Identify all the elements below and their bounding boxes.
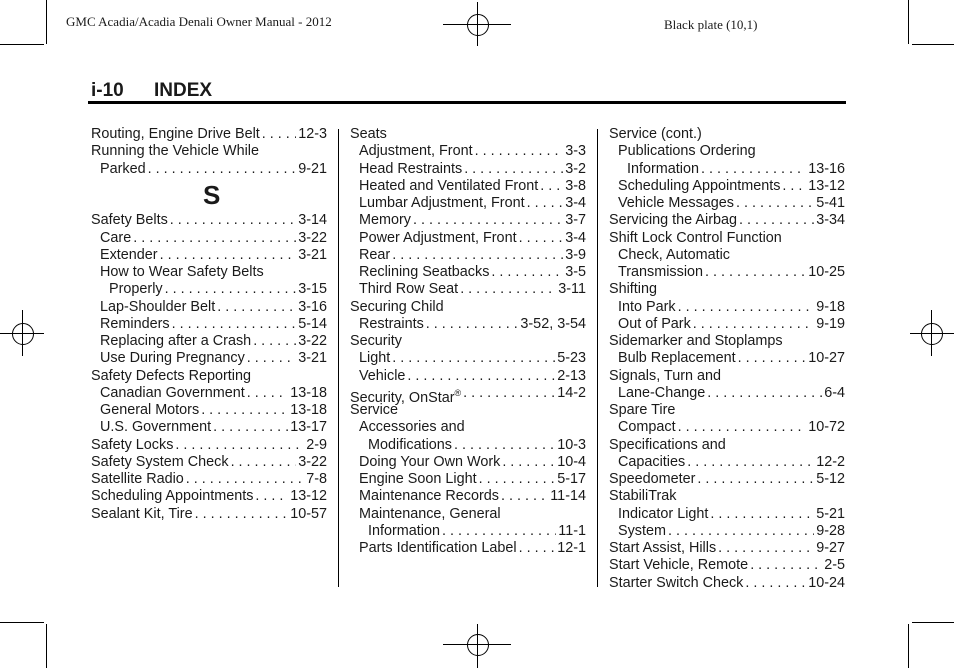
entry-page: 3-21	[298, 246, 327, 263]
index-entry	[91, 471, 327, 488]
index-entry	[609, 230, 845, 247]
index-entry	[350, 384, 586, 406]
dot-leader	[407, 368, 555, 385]
entry-term: Starter Switch Check	[609, 574, 744, 591]
entry-page: 10-27	[808, 350, 845, 367]
entry-term: Service	[350, 402, 398, 418]
registration-circle	[921, 323, 943, 345]
crop-mark	[0, 622, 44, 623]
dot-leader	[678, 299, 815, 316]
index-entry	[350, 281, 586, 298]
entry-term: Safety Defects Reporting	[91, 367, 251, 384]
index-entry	[91, 281, 327, 298]
dot-leader	[186, 471, 304, 488]
entry-page: 5-17	[557, 471, 586, 487]
entry-term: Indicator Light	[618, 505, 709, 522]
entry-page: 13-16	[808, 160, 845, 177]
dot-leader	[426, 316, 519, 333]
index-entry	[350, 161, 586, 178]
entry-term: Adjustment, Front	[359, 143, 473, 160]
entry-term: Security	[350, 333, 402, 349]
entry-term: Third Row Seat	[359, 281, 459, 298]
dot-leader	[201, 402, 288, 419]
entry-page: 3-22	[298, 229, 327, 246]
index-entry	[91, 454, 327, 471]
entry-page: 2-9	[306, 436, 327, 453]
entry-term: Lumbar Adjustment, Front	[359, 195, 525, 211]
dot-leader	[253, 333, 296, 350]
index-entry	[609, 506, 845, 523]
entry-term: Capacities	[618, 453, 686, 470]
entry-page: 12-3	[298, 126, 327, 142]
entry-term: Securing Child	[350, 298, 444, 315]
index-entry	[91, 419, 327, 436]
dot-leader	[701, 161, 806, 178]
crop-mark	[46, 624, 47, 668]
index-entry	[350, 454, 586, 471]
entry-term: Shift Lock Control Function	[609, 229, 782, 246]
dot-leader	[413, 212, 563, 229]
entry-term: Safety System Check	[91, 453, 229, 470]
manual-title: GMC Acadia/Acadia Denali Owner Manual - 2012	[66, 14, 332, 29]
index-entry	[609, 385, 845, 402]
index-entry	[91, 333, 327, 350]
dot-leader	[710, 506, 814, 523]
entry-term: Sealant Kit, Tire	[91, 505, 193, 522]
entry-page: 5-21	[816, 505, 845, 522]
dot-leader	[705, 264, 806, 281]
entry-term: Safety Locks	[91, 436, 174, 453]
dot-leader	[175, 437, 304, 454]
index-entry	[350, 471, 586, 488]
index-entry	[91, 247, 327, 264]
entry-page: 3-14	[298, 212, 327, 229]
entry-term: Start Assist, Hills	[609, 540, 717, 556]
entry-page: 10-25	[808, 264, 845, 280]
dot-leader	[479, 471, 556, 488]
index-entry	[609, 437, 845, 454]
entry-term: Speedometer	[609, 471, 696, 487]
index-entry	[609, 178, 845, 195]
dot-leader	[475, 143, 564, 160]
entry-term: Maintenance, General	[359, 505, 501, 522]
entry-page: 10-24	[808, 574, 845, 591]
index-entry	[609, 126, 845, 143]
index-entry	[609, 523, 845, 540]
index-entry	[609, 195, 845, 212]
dot-leader	[501, 488, 548, 505]
page-title: INDEX	[154, 80, 213, 101]
header-rule	[88, 101, 846, 104]
dot-leader	[255, 488, 288, 505]
dot-leader	[540, 178, 563, 195]
index-entry	[609, 247, 845, 264]
entry-page: 3-3	[565, 143, 586, 160]
dot-leader	[527, 195, 564, 212]
entry-page: 13-18	[290, 402, 327, 418]
entry-term: Accessories and	[359, 419, 465, 436]
index-entry	[609, 333, 845, 350]
entry-page: 3-4	[565, 195, 586, 211]
entry-term: Routing, Engine Drive Belt	[91, 126, 260, 142]
index-entry	[609, 161, 845, 178]
entry-term: How to Wear Safety Belts	[100, 264, 264, 280]
dot-leader	[668, 523, 814, 540]
dot-leader	[491, 264, 563, 281]
index-entry	[91, 126, 327, 143]
entry-page: 2-5	[824, 557, 845, 574]
entry-page: 2-13	[557, 367, 586, 384]
entry-term: Power Adjustment, Front	[359, 229, 517, 246]
entry-term: Information	[368, 522, 440, 539]
plate-label: Black plate (10,1)	[664, 17, 758, 32]
dot-leader	[718, 540, 814, 557]
entry-term: Information	[627, 160, 699, 177]
dot-leader	[165, 281, 297, 298]
index-entry	[350, 437, 586, 454]
index-entry	[609, 299, 845, 316]
entry-page: 3-11	[558, 281, 586, 298]
index-entry	[350, 299, 586, 316]
entry-page: 3-15	[298, 281, 327, 298]
index-entry	[91, 350, 327, 367]
entry-page: 7-8	[306, 471, 327, 487]
entry-term: Servicing the Airbag	[609, 212, 737, 229]
index-entry	[91, 368, 327, 385]
entry-term: Publications Ordering	[618, 143, 756, 160]
dot-leader	[460, 281, 556, 298]
column-divider	[338, 129, 339, 587]
dot-leader	[463, 385, 555, 402]
entry-page: 3-22	[298, 333, 327, 349]
entry-term: Check, Automatic	[618, 246, 730, 263]
dot-leader	[678, 419, 807, 436]
entry-page: 11-1	[558, 522, 586, 539]
entry-page: 3-52, 3-54	[520, 315, 586, 332]
entry-term: Seats	[350, 126, 387, 142]
entry-term: Maintenance Records	[359, 488, 499, 505]
entry-page: 14-2	[557, 384, 586, 401]
entry-term: Signals, Turn and	[609, 367, 721, 384]
entry-term: Engine Soon Light	[359, 471, 477, 487]
dot-leader	[519, 540, 556, 557]
index-entry	[91, 488, 327, 505]
entry-term: Specifications and	[609, 436, 726, 453]
crop-mark	[908, 624, 909, 668]
index-entry	[609, 143, 845, 160]
index-entry	[350, 523, 586, 540]
entry-page: 3-16	[298, 298, 327, 315]
entry-term: Canadian Government	[100, 384, 245, 401]
entry-term: Compact	[618, 419, 676, 436]
entry-term: Start Vehicle, Remote	[609, 557, 749, 574]
entry-term: Lane-Change	[618, 384, 706, 401]
index-entry	[350, 178, 586, 195]
index-entry	[350, 264, 586, 281]
dot-leader	[442, 523, 556, 540]
entry-term: Rear	[359, 246, 391, 263]
entry-page: 13-12	[290, 488, 327, 505]
entry-page: 9-21	[298, 160, 327, 177]
dot-leader	[148, 161, 297, 178]
index-entry	[609, 368, 845, 385]
crop-mark	[912, 44, 954, 45]
dot-leader	[464, 161, 563, 178]
index-entry	[91, 161, 327, 178]
dot-leader	[736, 195, 814, 212]
index-entry	[609, 212, 845, 229]
entry-term: Service (cont.)	[609, 126, 702, 142]
index-entry	[350, 212, 586, 229]
entry-term: U.S. Government	[100, 419, 212, 436]
index-entry	[350, 402, 586, 419]
dot-leader	[195, 506, 289, 523]
dot-leader	[392, 247, 563, 264]
entry-term: Running the Vehicle While	[91, 143, 259, 160]
entry-term: Memory	[359, 212, 411, 229]
registration-circle	[12, 323, 34, 345]
dot-leader	[687, 454, 814, 471]
dot-leader	[745, 575, 806, 592]
entry-term: Modifications	[368, 436, 452, 453]
entry-term: Reclining Seatbacks	[359, 264, 490, 280]
entry-page: 11-14	[550, 488, 586, 505]
index-entry	[350, 247, 586, 264]
entry-term: Light	[359, 350, 391, 367]
entry-page: 5-41	[816, 195, 845, 211]
entry-page: 5-12	[816, 471, 845, 487]
dot-leader	[392, 350, 555, 367]
entry-term: Doing Your Own Work	[359, 453, 501, 470]
entry-term: Shifting	[609, 281, 657, 298]
index-entry	[91, 212, 327, 229]
index-entry	[350, 230, 586, 247]
entry-page: 6-4	[824, 384, 845, 401]
entry-term: Care	[100, 229, 132, 246]
dot-leader	[262, 126, 296, 143]
crop-mark	[912, 622, 954, 623]
entry-page: 3-4	[565, 229, 586, 246]
dot-leader	[750, 557, 822, 574]
entry-term: Heated and Ventilated Front	[359, 177, 539, 194]
entry-term: Safety Belts	[91, 212, 168, 229]
page-number: i-10	[91, 80, 124, 101]
dot-leader	[133, 230, 296, 247]
index-entry	[91, 264, 327, 281]
entry-term: General Motors	[100, 402, 200, 418]
index-entry	[91, 316, 327, 333]
entry-page: 10-3	[557, 436, 586, 453]
index-entry	[609, 471, 845, 488]
entry-page: 9-18	[816, 298, 845, 315]
crop-mark	[908, 0, 909, 44]
entry-term: Scheduling Appointments	[618, 177, 781, 194]
entry-term: Properly	[109, 281, 163, 298]
entry-page: 12-1	[557, 540, 586, 556]
entry-term: Parts Identification Label	[359, 540, 517, 556]
dot-leader	[247, 350, 296, 367]
dot-leader	[693, 316, 814, 333]
entry-page: 3-5	[565, 264, 586, 280]
registration-circle	[467, 634, 489, 656]
section-letter: S	[203, 179, 221, 210]
index-entry	[350, 419, 586, 436]
index-entry	[609, 281, 845, 298]
index-entry	[350, 143, 586, 160]
entry-term: Into Park	[618, 298, 676, 315]
index-entry	[609, 557, 845, 574]
index-entry	[350, 350, 586, 367]
dot-leader	[454, 437, 555, 454]
entry-page: 12-2	[816, 453, 845, 470]
index-entry	[91, 385, 327, 402]
index-entry	[350, 488, 586, 505]
entry-term: Vehicle Messages	[618, 195, 734, 211]
dot-leader	[738, 350, 807, 367]
entry-page: 13-18	[290, 384, 327, 401]
dot-leader	[707, 385, 822, 402]
index-column-2	[350, 126, 586, 557]
index-entry	[350, 333, 586, 350]
entry-page: 10-4	[557, 453, 586, 470]
dot-leader	[739, 212, 814, 229]
entry-term: Sidemarker and Stoplamps	[609, 333, 783, 349]
entry-page: 10-72	[808, 419, 845, 436]
entry-page: 3-34	[816, 212, 845, 229]
index-column-1	[91, 126, 327, 523]
dot-leader	[782, 178, 806, 195]
index-entry	[350, 195, 586, 212]
entry-page: 9-27	[816, 540, 845, 556]
entry-term: Satellite Radio	[91, 471, 184, 487]
index-entry	[91, 299, 327, 316]
crop-mark	[0, 44, 44, 45]
index-entry	[350, 506, 586, 523]
entry-page: 13-12	[808, 177, 845, 194]
entry-term: System	[618, 522, 666, 539]
dot-leader	[213, 419, 288, 436]
entry-term: Vehicle	[359, 367, 406, 384]
entry-term: Lap-Shoulder Belt	[100, 298, 216, 315]
entry-term: Reminders	[100, 315, 170, 332]
dot-leader	[502, 454, 555, 471]
index-entry	[609, 419, 845, 436]
entry-page: 3-8	[565, 177, 586, 194]
index-entry	[91, 230, 327, 247]
index-entry	[91, 437, 327, 454]
entry-term: Head Restraints	[359, 160, 463, 177]
index-entry	[609, 316, 845, 333]
index-entry	[91, 506, 327, 523]
dot-leader	[519, 230, 564, 247]
entry-term: Extender	[100, 246, 158, 263]
entry-page: 9-28	[816, 522, 845, 539]
entry-page: 10-57	[290, 505, 327, 522]
index-entry	[350, 540, 586, 557]
dot-leader	[170, 212, 296, 229]
entry-term: Security, OnStar®	[350, 387, 462, 406]
entry-term: Use During Pregnancy	[100, 350, 245, 367]
index-entry	[91, 402, 327, 419]
index-entry	[350, 316, 586, 333]
dot-leader	[217, 299, 296, 316]
entry-term: Restraints	[359, 315, 424, 332]
entry-page: 13-17	[290, 419, 327, 436]
index-entry	[609, 350, 845, 367]
registration-circle	[467, 14, 489, 36]
index-column-3	[609, 126, 845, 592]
dot-leader	[247, 385, 288, 402]
entry-page: 3-7	[565, 212, 586, 229]
index-entry	[609, 402, 845, 419]
column-divider	[597, 129, 598, 587]
index-entry	[350, 368, 586, 385]
entry-term: Parked	[100, 160, 146, 177]
entry-term: Transmission	[618, 264, 704, 280]
entry-page: 5-14	[298, 315, 327, 332]
dot-leader	[160, 247, 297, 264]
entry-page: 3-9	[565, 246, 586, 263]
index-entry	[350, 126, 586, 143]
index-entry	[609, 454, 845, 471]
entry-term: Out of Park	[618, 315, 691, 332]
dot-leader	[697, 471, 814, 488]
entry-page: 3-2	[565, 160, 586, 177]
dot-leader	[231, 454, 297, 471]
index-entry	[609, 540, 845, 557]
index-entry	[91, 143, 327, 160]
entry-page: 5-23	[557, 350, 586, 367]
entry-term: Replacing after a Crash	[100, 333, 252, 349]
entry-term: Bulb Replacement	[618, 350, 736, 367]
entry-page: 3-22	[298, 453, 327, 470]
entry-term: Spare Tire	[609, 402, 676, 418]
index-entry	[609, 264, 845, 281]
entry-page: 3-21	[298, 350, 327, 367]
dot-leader	[172, 316, 297, 333]
registered-mark: ®	[454, 387, 462, 398]
entry-term: StabiliTrak	[609, 488, 677, 505]
entry-term: Scheduling Appointments	[91, 488, 254, 505]
index-entry	[609, 488, 845, 505]
crop-mark	[46, 0, 47, 44]
index-entry	[609, 575, 845, 592]
entry-page: 9-19	[816, 315, 845, 332]
